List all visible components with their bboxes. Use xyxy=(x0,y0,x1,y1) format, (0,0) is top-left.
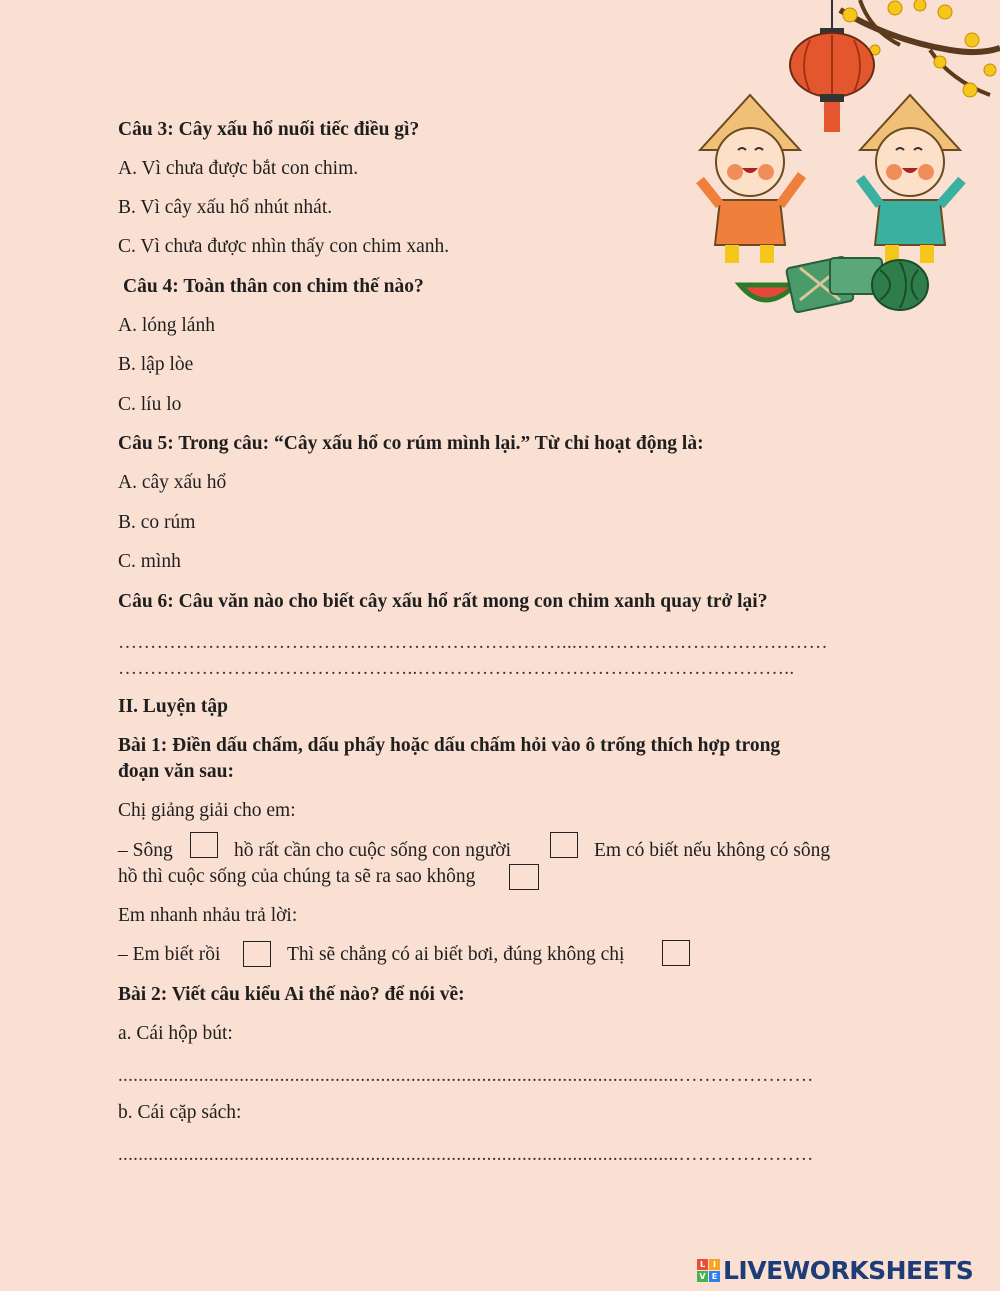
punctuation-box-5[interactable] xyxy=(662,940,690,966)
punctuation-box-3[interactable] xyxy=(509,864,539,890)
exercise-2-item-a: a. Cái hộp bút: xyxy=(118,1023,233,1044)
question-5-option-a: A. cây xấu hổ xyxy=(118,472,227,493)
liveworksheets-logo[interactable] xyxy=(697,1254,973,1286)
exercise-2-answer-b[interactable]: ...............................................................................................................………………… xyxy=(118,1144,814,1165)
exercise-1-title-line-2: đoạn văn sau: xyxy=(118,761,234,782)
exercise-1-text-part-4: hồ thì cuộc sống của chúng ta sẽ ra sao không xyxy=(118,866,476,887)
question-3-option-a: A. Vì chưa được bắt con chim. xyxy=(118,158,359,179)
question-4-option-b: B. lập lòe xyxy=(118,354,194,375)
question-6-answer-line-2[interactable]: ………………………………………..………………………………………………….. xyxy=(118,658,795,679)
question-4-option-a: A. lóng lánh xyxy=(118,315,215,336)
question-5-option-b: B. co rúm xyxy=(118,512,196,533)
kid-left-icon xyxy=(700,95,802,263)
question-5-option-c: C. mình xyxy=(118,551,181,572)
exercise-1-reply-intro: Em nhanh nhảu trả lời: xyxy=(118,905,298,926)
logo-text: LIVEWORKSHEETS xyxy=(723,1255,974,1285)
tet-food-icon xyxy=(740,256,928,312)
section-2-title: II. Luyện tập xyxy=(118,696,228,717)
exercise-2-item-b: b. Cái cặp sách: xyxy=(118,1102,242,1123)
kid-right-icon xyxy=(860,95,962,263)
exercise-1-title-line-1: Bài 1: Điền dấu chấm, dấu phẩy hoặc dấu chấm hỏi vào ô trống thích hợp trong xyxy=(118,735,781,756)
question-3-option-c: C. Vì chưa được nhìn thấy con chim xanh. xyxy=(118,236,450,257)
question-4-title: Câu 4: Toàn thân con chim thế nào? xyxy=(123,276,424,297)
punctuation-box-2[interactable] xyxy=(550,832,578,858)
exercise-1-text-part-3: Em có biết nếu không có sông xyxy=(594,840,831,861)
question-5-title: Câu 5: Trong câu: “Cây xấu hổ co rúm mình lại.” Từ chỉ hoạt động là: xyxy=(118,433,704,454)
logo-badge-letter-l: L xyxy=(697,1259,708,1270)
logo-badge-letter-e: E xyxy=(709,1271,720,1282)
question-3-title: Câu 3: Cây xấu hổ nuối tiếc điều gì? xyxy=(118,119,420,140)
punctuation-box-1[interactable] xyxy=(190,832,218,858)
question-3-option-b: B. Vì cây xấu hổ nhút nhát. xyxy=(118,197,333,218)
exercise-1-text-part-2: hồ rất cần cho cuộc sống con người xyxy=(234,840,512,861)
exercise-2-title: Bài 2: Viết câu kiểu Ai thế nào? để nói về: xyxy=(118,984,465,1005)
exercise-1-text-part-1: – Sông xyxy=(118,840,173,861)
exercise-1-intro: Chị giảng giải cho em: xyxy=(118,800,296,821)
punctuation-box-4[interactable] xyxy=(243,941,271,967)
exercise-2-answer-a[interactable]: ...............................................................................................................………………… xyxy=(118,1065,814,1086)
logo-badge-letter-i: I xyxy=(709,1259,720,1270)
lunar-new-year-illustration xyxy=(690,0,1000,320)
exercise-1-reply-part-1: – Em biết rồi xyxy=(118,944,221,965)
question-6-answer-line-1[interactable]: ……………………………………………………………...………………………………… xyxy=(118,632,828,653)
logo-badge-letter-v: V xyxy=(697,1271,708,1282)
logo-badge-icon xyxy=(697,1259,720,1282)
exercise-1-reply-part-2: Thì sẽ chẳng có ai biết bơi, đúng không chị xyxy=(287,944,625,965)
question-6-title: Câu 6: Câu văn nào cho biết cây xấu hổ rất mong con chim xanh quay trở lại? xyxy=(118,591,768,612)
question-4-option-c: C. líu lo xyxy=(118,394,182,415)
